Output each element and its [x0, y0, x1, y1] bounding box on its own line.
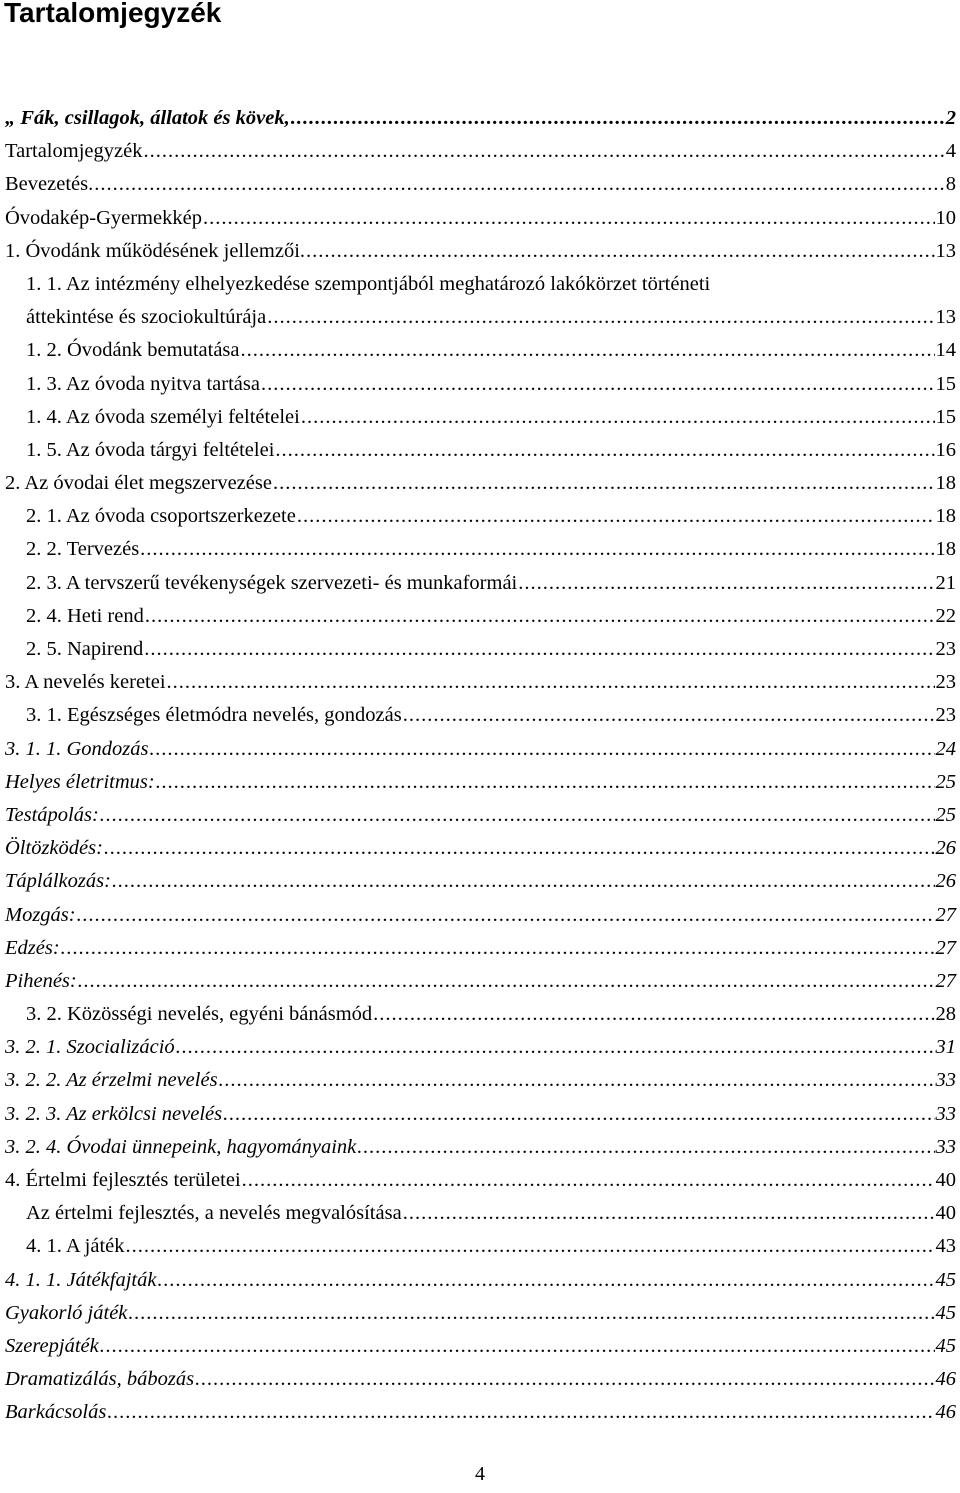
dot-leader	[275, 434, 934, 467]
dot-leader	[94, 168, 945, 201]
toc-entry-label: Gyakorló játék	[5, 1301, 128, 1324]
toc-entry[interactable]	[5, 1297, 956, 1330]
toc-entry-label: 2. 2. Tervezés	[26, 538, 140, 561]
toc-entry-page: 45	[935, 1268, 956, 1291]
toc-entry[interactable]	[5, 434, 956, 467]
toc-entry-label: 2. 4. Heti rend	[26, 604, 144, 627]
toc-entry[interactable]	[5, 1098, 956, 1131]
toc-entry-label: 3. 1. Egészséges életmódra nevelés, gondozás	[26, 704, 402, 727]
dot-leader	[126, 1230, 935, 1263]
toc-entry-page: 22	[935, 604, 956, 627]
dot-leader	[223, 1098, 934, 1131]
toc-entry-page: 18	[935, 472, 956, 495]
toc-entry-page: 8	[945, 173, 956, 196]
toc-entry-label: Pihenés:	[5, 969, 77, 992]
toc-entry-page: 4	[945, 140, 956, 163]
toc-entry[interactable]	[5, 1164, 956, 1197]
dot-leader	[373, 998, 934, 1031]
toc-entry-page: 26	[935, 837, 956, 860]
toc-entry-label: Az értelmi fejlesztés, a nevelés megvalósítása	[26, 1202, 402, 1225]
page-number: 4	[475, 1463, 485, 1485]
toc-entry[interactable]	[5, 1131, 956, 1164]
dot-leader	[301, 401, 935, 434]
toc-entry-page: 13	[935, 239, 956, 262]
toc-entry[interactable]	[5, 135, 956, 168]
toc-entry-label: 3. A nevelés keretei	[5, 671, 166, 694]
toc-entry[interactable]	[5, 1064, 956, 1097]
toc-entry[interactable]	[5, 832, 956, 865]
dot-leader	[242, 1164, 935, 1197]
toc-entry-page: 28	[935, 1003, 956, 1026]
toc-entry[interactable]	[5, 600, 956, 633]
toc-entry-page: 15	[935, 372, 956, 395]
toc-entry[interactable]	[5, 733, 956, 766]
toc-entry[interactable]	[5, 1264, 956, 1297]
toc-entry-page: 23	[935, 638, 956, 660]
dot-leader	[241, 334, 935, 367]
toc-entry-page: 46	[935, 1368, 956, 1391]
toc-entry[interactable]	[5, 1330, 956, 1363]
toc-entry-page: 18	[935, 505, 956, 528]
toc-entry-label: 2. 5. Napirend	[26, 638, 144, 660]
toc-entry-label: 1. 2. Óvodánk bemutatása	[26, 339, 240, 362]
toc-entry-page: 25	[935, 803, 956, 826]
dot-leader	[144, 633, 934, 666]
toc-entry-label: Bevezetés.	[5, 173, 94, 196]
toc-entry-label: Öltözködés:	[5, 837, 103, 860]
dot-leader	[140, 533, 934, 566]
dot-leader	[100, 1330, 935, 1363]
toc-entry-label: Barkácsolás	[5, 1401, 107, 1424]
toc-entry-label: Edzés:	[5, 936, 60, 959]
toc-entry-page: 40	[935, 1169, 956, 1191]
toc-entry-page: 31	[935, 1036, 956, 1059]
dot-leader	[195, 1363, 934, 1396]
toc-entry-page: 15	[935, 405, 956, 428]
toc-entry-page: 43	[935, 1235, 956, 1258]
toc-entry[interactable]	[5, 899, 956, 932]
toc-entry-label: Mozgás:	[5, 903, 76, 926]
toc-entry[interactable]	[5, 965, 956, 998]
dot-leader	[145, 600, 935, 633]
dot-leader	[176, 1031, 935, 1064]
toc-entry-label: 4. Értelmi fejlesztés területei	[5, 1169, 241, 1191]
toc-entry[interactable]	[5, 268, 956, 334]
dot-leader	[261, 368, 935, 401]
dot-leader	[219, 1064, 935, 1097]
table-of-contents	[5, 102, 956, 1430]
toc-entry-label: 1. 3. Az óvoda nyitva tartása	[26, 372, 260, 395]
toc-entry[interactable]	[5, 766, 956, 799]
toc-entry[interactable]	[5, 401, 956, 434]
toc-entry[interactable]	[5, 168, 956, 201]
toc-entry-page: 10	[935, 206, 956, 229]
dot-leader	[267, 301, 934, 334]
toc-entry-label: Óvodakép-Gyermekkép	[5, 206, 202, 229]
toc-entry[interactable]	[5, 666, 956, 699]
page-title: Tartalomjegyzék	[4, 0, 222, 28]
toc-entry-page: 26	[935, 870, 956, 893]
toc-entry-label: 1. Óvodánk működésének jellemzői.	[5, 239, 306, 262]
toc-entry[interactable]	[5, 1197, 956, 1230]
toc-entry-page: 27	[935, 903, 956, 926]
dot-leader	[203, 202, 935, 235]
toc-entry[interactable]	[5, 368, 956, 401]
dot-leader	[78, 965, 935, 998]
toc-entry-page: 23	[935, 671, 956, 694]
toc-entry[interactable]	[5, 334, 956, 367]
dot-leader	[297, 500, 935, 533]
toc-entry-page: 33	[935, 1135, 956, 1158]
toc-entry-page: 27	[935, 969, 956, 992]
dot-leader	[273, 467, 935, 500]
dot-leader	[104, 832, 935, 865]
toc-entry-label: 2. 1. Az óvoda csoportszerkezete	[26, 505, 296, 528]
toc-entry-page: 18	[935, 538, 956, 561]
dot-leader	[107, 1396, 934, 1429]
toc-entry-page: 45	[935, 1334, 956, 1357]
toc-entry[interactable]	[5, 1031, 956, 1064]
toc-entry-page: 40	[935, 1202, 956, 1225]
toc-entry-page: 13	[935, 306, 956, 329]
toc-entry-label: 3. 2. 1. Szocializáció	[5, 1036, 175, 1059]
toc-entry[interactable]	[5, 1363, 956, 1396]
toc-entry-label: Testápolás:	[5, 803, 99, 826]
toc-entry-page: 45	[935, 1301, 956, 1324]
toc-entry-page: 14	[935, 339, 956, 362]
toc-entry-label: 1. 5. Az óvoda tárgyi feltételei	[26, 438, 275, 461]
toc-entry[interactable]	[5, 202, 956, 235]
toc-entry-label: 4. 1. A játék	[26, 1235, 125, 1258]
toc-entry-label: Dramatizálás, bábozás	[5, 1368, 195, 1391]
toc-entry[interactable]	[5, 932, 956, 965]
toc-entry-page: 2	[945, 107, 956, 129]
toc-entry-label: Szerepjáték	[5, 1334, 99, 1357]
toc-entry-label: Tartalomjegyzék	[5, 140, 143, 163]
toc-entry-label: „ Fák, csillagok, állatok és kövek,	[5, 107, 290, 129]
dot-leader	[100, 799, 935, 832]
dot-leader	[156, 766, 935, 799]
toc-entry-label: 3. 1. 1. Gondozás	[5, 737, 149, 760]
toc-entry[interactable]	[5, 500, 956, 533]
toc-entry-label: 1. 1. Az intézmény elhelyezkedése szempontjából meghatározó lakókörzet történeti	[26, 272, 711, 295]
dot-leader	[61, 932, 935, 965]
toc-entry[interactable]	[5, 235, 956, 268]
toc-entry-label: Helyes életritmus:	[5, 770, 155, 793]
toc-entry-label: 3. 2. 3. Az erkölcsi nevelés	[5, 1102, 223, 1125]
dot-leader	[167, 666, 935, 699]
dot-leader	[306, 235, 934, 268]
dot-leader	[403, 1197, 935, 1230]
toc-entry-page: 16	[935, 438, 956, 461]
toc-entry-page: 33	[935, 1069, 956, 1092]
toc-entry-page: 24	[935, 737, 956, 760]
dot-leader	[143, 135, 944, 168]
toc-entry-label: 3. 2. Közösségi nevelés, egyéni bánásmód	[26, 1003, 373, 1026]
toc-entry-page: 21	[935, 571, 956, 594]
toc-entry[interactable]	[5, 467, 956, 500]
toc-entry[interactable]	[5, 633, 956, 666]
toc-entry[interactable]	[5, 533, 956, 566]
dot-leader	[157, 1264, 934, 1297]
toc-entry[interactable]	[5, 567, 956, 600]
dot-leader	[403, 699, 935, 732]
toc-entry-page: 27	[935, 936, 956, 959]
toc-entry-label-continued: áttekintése és szociokultúrája	[26, 306, 267, 329]
toc-entry-label: 3. 2. 2. Az érzelmi nevelés	[5, 1069, 218, 1092]
toc-entry[interactable]	[5, 102, 956, 135]
toc-entry[interactable]	[5, 865, 956, 898]
toc-entry-label: 2. 3. A tervszerű tevékenységek szervezeti- és munkaformái	[26, 571, 518, 594]
toc-entry-page: 46	[935, 1401, 956, 1424]
toc-entry[interactable]	[5, 1230, 956, 1263]
dot-leader	[357, 1131, 934, 1164]
toc-entry-label: Táplálkozás:	[5, 870, 111, 893]
toc-entry-page: 33	[935, 1102, 956, 1125]
toc-entry-label: 2. Az óvodai élet megszervezése	[5, 472, 272, 495]
dot-leader	[112, 865, 935, 898]
dot-leader	[518, 567, 934, 600]
dot-leader	[77, 899, 935, 932]
dot-leader	[150, 733, 935, 766]
toc-entry[interactable]	[5, 699, 956, 732]
toc-entry-label: 3. 2. 4. Óvodai ünnepeink, hagyományaink	[5, 1135, 357, 1158]
toc-entry[interactable]	[5, 1396, 956, 1429]
toc-entry-label: 1. 4. Az óvoda személyi feltételei	[26, 405, 300, 428]
toc-entry[interactable]	[5, 998, 956, 1031]
toc-entry-label: 4. 1. 1. Játékfajták	[5, 1268, 157, 1291]
dot-leader	[291, 102, 945, 135]
dot-leader	[128, 1297, 934, 1330]
toc-entry-page: 23	[935, 704, 956, 727]
toc-entry-page: 25	[935, 770, 956, 793]
toc-entry[interactable]	[5, 799, 956, 832]
